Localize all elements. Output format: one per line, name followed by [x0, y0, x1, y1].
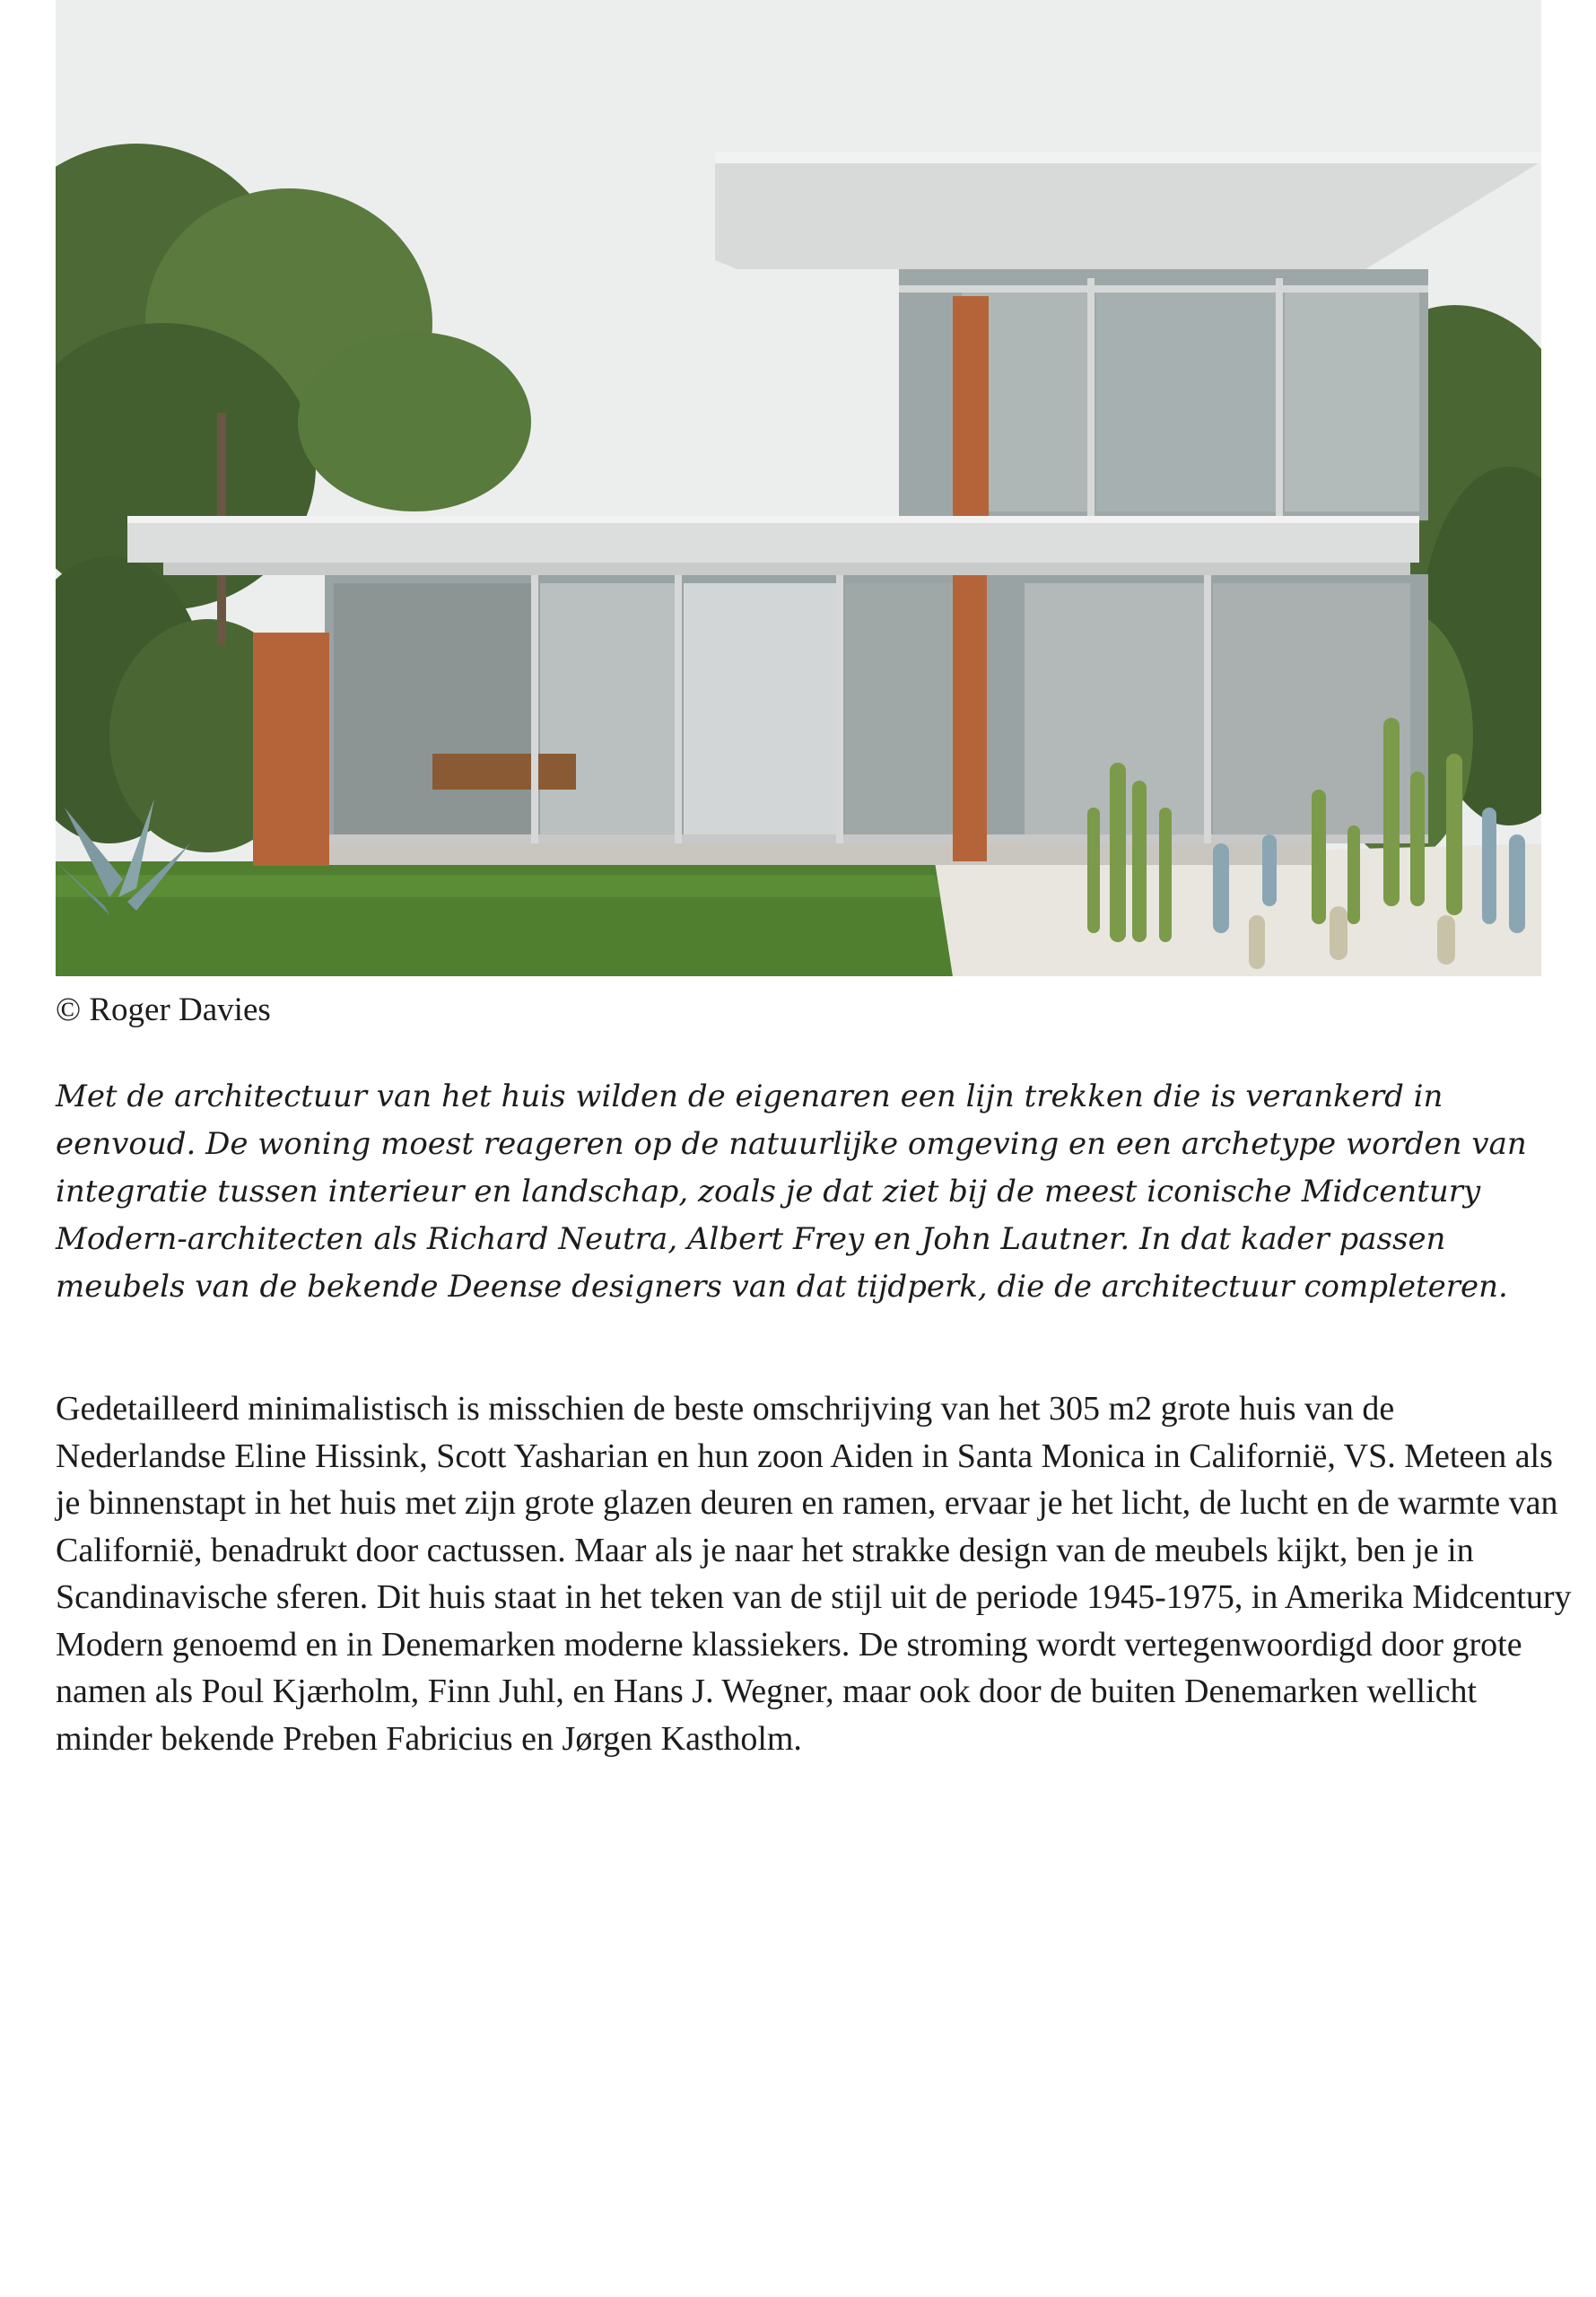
intro-paragraph: Met de architectuur van het huis wilden de eigenaren een lijn trekken die is verankerd in eenvoud. De woning moest reageren op de natuurlijke omgeving en een archetype worden van integratie tussen interieur en landschap, zoals je dat ziet bij de meest iconische Midcentury Modern-architecten als Richard Neutra, Albert Frey en John Lautner. In dat kader passen meubels van de bekende Deense designers van dat tijdperk, die de architectuur completeren.	[56, 1079, 1527, 1305]
lower-volume	[127, 516, 1428, 866]
body-paragraph: Gedetailleerd minimalistisch is misschien de beste omschrijving van het 305 m2 grote huis van de Nederlandse Eline Hissink, Scott Yasharian en hun zoon Aiden in Santa Monica in Californië, VS. Meteen als je binnenstapt in het huis met zijn grote glazen deuren en ramen, ervaar je het licht, de lucht en de warmte van Californië, benadrukt door cactussen. Maar als je naar het strakke design van de meubels kijkt, ben je in Scandinavische sferen. Dit huis staat in het teken van de stijl uit de periode 1945-1975, in Amerika Midcentury Modern genoemd en in Denemarken moderne klassiekers. De stroming wordt vertegenwoordigd door grote namen als Poul Kjærholm, Finn Juhl, en Hans J. Wegner, maar ook door de buiten Denemarken wellicht minder bekende Preben Fabricius en Jørgen Kastholm.	[56, 1390, 1572, 1758]
wood-column	[953, 565, 987, 861]
wood-wall	[253, 633, 329, 866]
wood-panel-upper	[953, 296, 989, 529]
house-illustration	[56, 0, 1541, 976]
house-photo	[56, 0, 1541, 976]
photo-credit: © Roger Davies	[56, 991, 271, 1028]
